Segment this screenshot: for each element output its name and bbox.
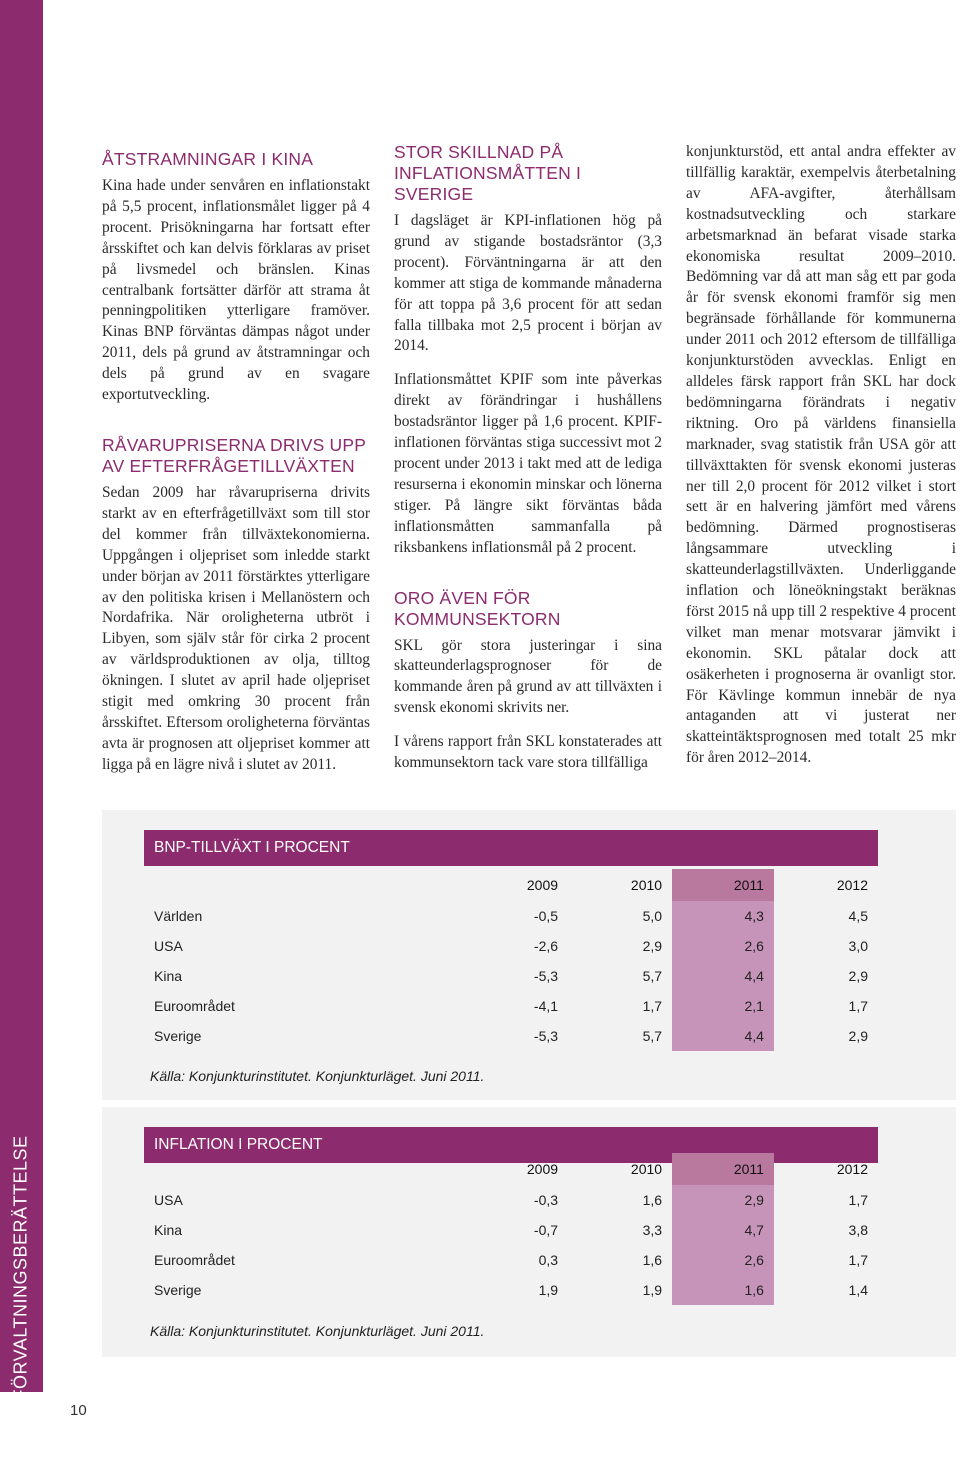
header-2010: 2010 (630, 1161, 663, 1177)
table-row (144, 991, 878, 1021)
row-label: Sverige (154, 1028, 202, 1044)
table-row (144, 961, 878, 991)
cell: 1,7 (848, 1252, 868, 1268)
text-column-1 (102, 142, 370, 789)
table-row (144, 1215, 878, 1245)
cell: 2,6 (672, 1245, 774, 1275)
paragraph-kpi: I dagsläget är KPI-inflationen hög på grund av stigande bostadsräntor (3,3 procent). Förväntningarna är att den kommer att stiga de kommande månaderna för att toppa på 3,6 procent för att sedan falla tillbaka mot 2,5 procent i början av 2014. (394, 212, 662, 355)
table-header-row (144, 869, 878, 901)
row-label: USA (154, 1192, 183, 1208)
bnp-table-source: Källa: Konjunkturinstitutet. Konjunkturläget. Juni 2011. (150, 1068, 485, 1084)
row-label: Kina (154, 968, 183, 984)
text-column-2 (394, 142, 662, 787)
header-blank (144, 1153, 464, 1185)
inflation-table (144, 1153, 878, 1305)
paragraph-skl-rapport-cont: konjunkturstöd, ett antal andra effekter av tillfällig karaktär, exempelvis återbetalning av AFA-avgifter, återhållsam kostnadsutveckling och starkare arbetsmarknad än befarat visade starka ekonomiska resultat 2009–2010. Bedömning var då att man såg ett par goda år för svensk ekonomi framför sig men begränsade förhållande för kommunerna under 2011 och 2012 eftersom de tillfälliga konjunkturstöden avvecklas. Enligt en alldeles färsk rapport från SKL har dock bedömningarna förändrats i negativ riktning. Oro på världens finansiella marknader, svag statistik från USA gör att tillväxttakten för svensk ekonomi justeras ner till 2,0 procent för 2012 vilket i stort sett är en halvering jämfört med vårens bedömning. Därmed prognostiseras långsammare utveckling i skatteunderlagstillväxten. Underliggande inflation och löneökningstakt beräknas först 2015 nå upp till 2 respektive 4 procent vilket man menar motsvarar jämvikt i ekonomin. SKL påtalar dock att osäkerheten i prognoserna är ovanligt stor. För Kävlinge kommun innebär de nya antaganden att vi justerat ner skatteintäktsprognosen med totalt 25 mkr för åren 2012–2014. (686, 143, 956, 767)
header-2012: 2012 (836, 1161, 868, 1177)
cell: 1,6 (642, 1192, 663, 1208)
bnp-table-panel (102, 810, 956, 1100)
page-number: 10 (70, 1402, 87, 1419)
inflation-table-panel (102, 1107, 956, 1357)
header-blank (144, 869, 464, 901)
cell: 3,0 (848, 938, 868, 954)
cell: 4,3 (672, 901, 774, 931)
paragraph-skl-justeringar: SKL gör stora justeringar i sina skatteunderlagsprognoser för de kommande åren på grund av att tillväxten i svensk ekonomi skrivits ner. (394, 636, 662, 717)
cell: -0,3 (533, 1192, 559, 1208)
cell: 3,8 (848, 1222, 868, 1238)
table-row (144, 1021, 878, 1051)
cell: 1,9 (538, 1282, 559, 1298)
row-label: Kina (154, 1222, 183, 1238)
cell: 3,3 (642, 1222, 663, 1238)
cell: 0,3 (538, 1252, 559, 1268)
header-2010: 2010 (630, 877, 663, 893)
cell: 2,9 (642, 938, 663, 954)
header-2009: 2009 (526, 877, 559, 893)
header-2009: 2009 (526, 1161, 559, 1177)
header-2012: 2012 (836, 877, 868, 893)
header-2011: 2011 (672, 869, 774, 901)
cell: 1,6 (672, 1275, 774, 1305)
table-row (144, 1275, 878, 1305)
table-header-row (144, 1153, 878, 1185)
section-label-vertical (6, 1134, 36, 1401)
cell: 5,7 (642, 1028, 663, 1044)
cell: 1,6 (642, 1252, 663, 1268)
inflation-table-source: Källa: Konjunkturinstitutet. Konjunkturläget. Juni 2011. (150, 1323, 485, 1339)
cell: -5,3 (533, 968, 559, 984)
cell: 4,7 (672, 1215, 774, 1245)
table-row (144, 901, 878, 931)
cell: 1,7 (848, 998, 868, 1014)
cell: 5,0 (642, 908, 663, 924)
cell: 1,7 (642, 998, 663, 1014)
paragraph-kina: Kina hade under senvåren en inflationstakt på 5,5 procent, inflationsmålet ligger på 4 procent. Prisökningarna har fortsatt efter årsskiftet och kan delvis förklaras av priset på livsmedel och bränslen. Kinas centralbank fortsätter därför att strama åt penningpolitiken ytterligare framöver. Kinas BNP förväntas dämpas något under 2011, dels på grund av åtstramningar och dels på grund av en svagare exportutveckling. (102, 177, 370, 404)
cell: 2,1 (672, 991, 774, 1021)
bnp-table (144, 869, 878, 1051)
cell: -2,6 (533, 938, 559, 954)
paragraph-ravarupriserna: Sedan 2009 har råvarupriserna drivits starkt av en efterfrågetillväxt som till stor del kommer från tillväxtekonomierna. Uppgången i oljepriset som inledde starkt under början av 2011 förstärktes ytterligare av den politiska krisen i Mellanöstern och Nordafrika. När oroligheterna utbröt i Libyen, som själv står för cirka 2 procent av världsproduktionen av olja, tilltog ökningen. I slutet av april hade oljepriset stigit med omkring 30 procent från årsskiftet. Eftersom oroligheterna förväntas avta är prognosen att oljepriset kommer att ligga på en lägre nivå i slutet av 2011. (102, 483, 370, 773)
row-label: Euroområdet (154, 998, 235, 1014)
cell: 5,7 (642, 968, 663, 984)
paragraph-kpif: Inflationsmåttet KPIF som inte påverkas direkt av förändringar i hushållens bostadsräntor ligger på 1,6 procent. KPIF-inflationen förväntas stiga successivt mot 2 procent under 2013 i takt med att de lediga resurserna i ekonomin minskar och lönerna stiger. På längre sikt förväntas båda inflationsmåtten sammanfalla på riksbankens inflationsmål på 2 procent. (394, 371, 662, 556)
inflation-table-title: INFLATION I PROCENT (144, 1127, 878, 1163)
table-row (144, 1245, 878, 1275)
row-label: Världen (154, 908, 203, 924)
cell: 4,5 (848, 908, 868, 924)
row-label: Euroområdet (154, 1252, 235, 1268)
sidebar-band (0, 0, 43, 1401)
cell: 2,6 (672, 931, 774, 961)
cell: 4,4 (672, 961, 774, 991)
section-label-text: FÖRVALTNINGSBERÄTTELSE (10, 1134, 31, 1401)
cell: 1,7 (848, 1192, 868, 1208)
row-label: USA (154, 938, 183, 954)
paragraph-skl-rapport: I vårens rapport från SKL konstaterades att kommunsektorn tack vare stora tillfälliga (394, 733, 662, 772)
cell: -5,3 (533, 1028, 559, 1044)
heading-oro-kommunsektorn: ORO ÄVEN FÖR KOMMUNSEKTORN (394, 587, 561, 629)
heading-atstramningar-kina: ÅTSTRAMNINGAR I KINA (102, 149, 314, 169)
table-row (144, 1185, 878, 1215)
cell: 2,9 (848, 1028, 868, 1044)
cell: -0,5 (533, 908, 559, 924)
cell: 2,9 (672, 1185, 774, 1215)
cell: 1,4 (848, 1282, 868, 1298)
heading-inflationsmatten: STOR SKILLNAD PÅ INFLATIONSMÅTTEN I SVERIGE (394, 142, 582, 204)
cell: 2,9 (848, 968, 868, 984)
heading-ravarupriserna: RÅVARUPRISERNA DRIVS UPP AV EFTERFRÅGETILLVÄXTEN (102, 434, 366, 476)
cell: 4,4 (672, 1021, 774, 1051)
cell: -0,7 (533, 1222, 559, 1238)
row-label: Sverige (154, 1282, 202, 1298)
text-column-3 (686, 142, 956, 782)
header-2011: 2011 (672, 1153, 774, 1185)
cell: 1,9 (642, 1282, 663, 1298)
table-row (144, 931, 878, 961)
bnp-table-title: BNP-TILLVÄXT I PROCENT (144, 830, 878, 866)
cell: -4,1 (533, 998, 559, 1014)
